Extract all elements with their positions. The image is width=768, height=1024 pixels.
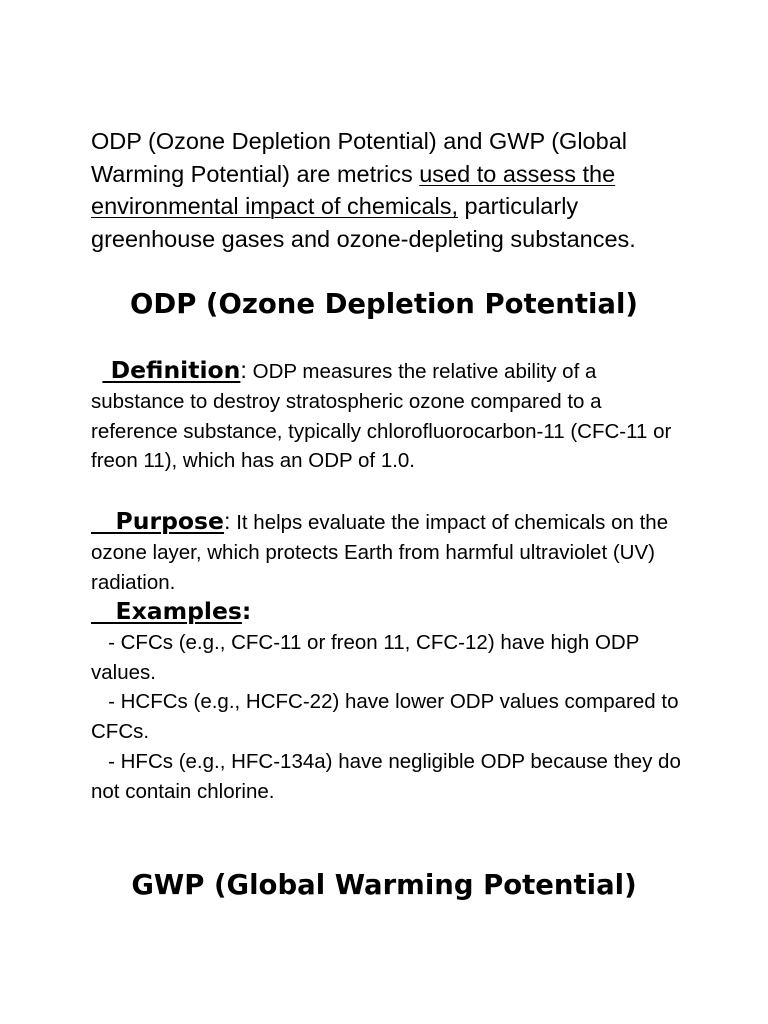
- intro-paragraph: [91, 125, 691, 255]
- intro-text-after: particularly greenhouse gases and ozone-depleting substances.: [91, 193, 636, 252]
- purpose-paragraph: [91, 507, 681, 597]
- list-item: - HCFCs (e.g., HCFC-22) have lower ODP values compared to CFCs.: [91, 690, 685, 744]
- definition-paragraph: [91, 356, 681, 476]
- purpose-colon: :: [223, 508, 231, 534]
- definition-text: ODP measures the relative ability of a substance to destroy stratospheric ozone compared to a reference substance, typically chlorofluorocarbon-11 (CFC-11 or freon 11), which has an ODP of 1.0.: [91, 360, 672, 473]
- examples-label: Examples: [91, 597, 242, 625]
- list-item: - HFCs (e.g., HFC-134a) have negligible ODP because they do not contain chlorine.: [91, 749, 687, 803]
- definition-label: Definition: [102, 356, 241, 384]
- purpose-label: Purpose: [91, 507, 224, 535]
- definition-colon: :: [240, 357, 247, 383]
- list-item: - CFCs (e.g., CFC-11 or freon 11, CFC-12) have high ODP values.: [91, 630, 645, 684]
- examples-block: [91, 597, 687, 807]
- intro-underlined-text: used to assess the environmental impact of chemicals,: [91, 160, 616, 219]
- odp-heading: ODP (Ozone Depletion Potential): [130, 288, 638, 320]
- gwp-heading: GWP (Global Warming Potential): [131, 869, 637, 901]
- intro-text-before: ODP (Ozone Depletion Potential) and GWP (Global Warming Potential) are metrics: [91, 128, 627, 187]
- examples-colon: :: [241, 597, 252, 625]
- purpose-text: It helps evaluate the impact of chemicals on the ozone layer, which protects Earth from harmful ultraviolet (UV) radiation.: [91, 511, 669, 594]
- examples-heading: [91, 597, 681, 628]
